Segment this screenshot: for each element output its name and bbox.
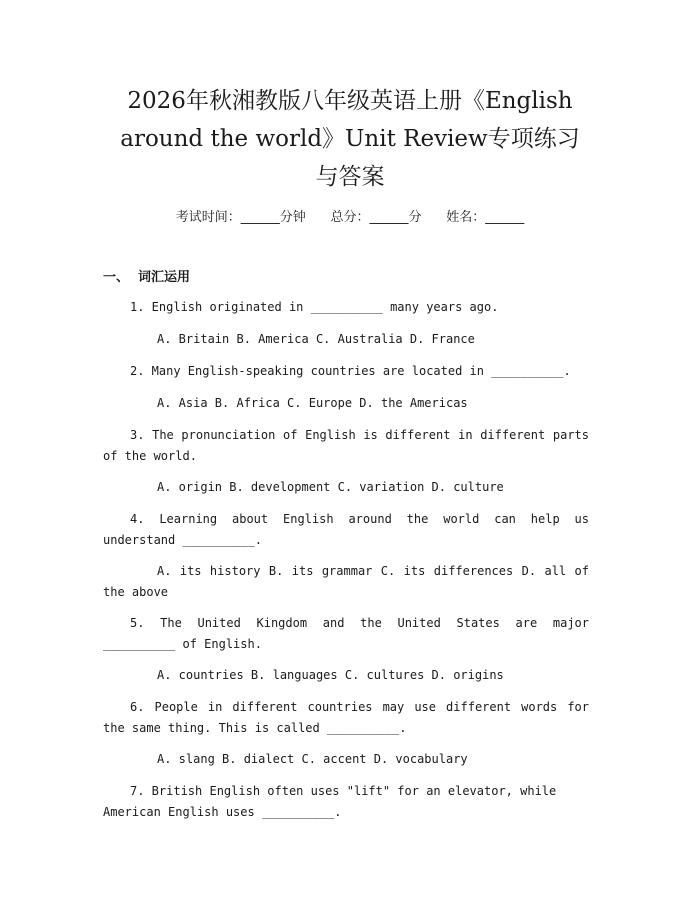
question-stem-2: 2. Many English-speaking countries are located in __________. <box>130 364 571 378</box>
question-options-4: A. its history B. its grammar C. its differences D. all of the above <box>103 564 589 599</box>
question-stem-3: 3. The pronunciation of English is different in different parts of the world. <box>103 428 589 463</box>
question-options-1: A. Britain B. America C. Australia D. France <box>157 332 475 346</box>
question-stem-6: 6. People in different countries may use different words for the same thing. This is called __________. <box>103 700 589 735</box>
exam-info-line: 考试时间：______分钟 总分：______分 姓名：______ <box>175 210 525 225</box>
title-line-3: 与答案 <box>315 164 385 190</box>
question-options-2: A. Asia B. Africa C. Europe D. the Americas <box>157 396 468 410</box>
title-line-1: 2026年秋湘教版八年级英语上册《English <box>127 88 573 114</box>
title-line-2: around the world》Unit Review专项练习 <box>120 126 580 152</box>
question-options-5: A. countries B. languages C. cultures D. origins <box>157 668 504 682</box>
document-title <box>60 82 640 196</box>
question-options-6: A. slang B. dialect C. accent D. vocabulary <box>157 752 468 766</box>
question-stem-5: 5. The United Kingdom and the United States are major __________ of English. <box>103 616 589 651</box>
question-options-3: A. origin B. development C. variation D. culture <box>157 480 504 494</box>
question-stem-4: 4. Learning about English around the world can help us understand __________. <box>103 512 589 547</box>
question-stem-7: 7. British English often uses "lift" for an elevator, while American English uses __________. <box>103 784 557 819</box>
question-stem-1: 1. English originated in __________ many years ago. <box>130 300 499 314</box>
section-heading: 一、 词汇运用 <box>103 270 191 285</box>
